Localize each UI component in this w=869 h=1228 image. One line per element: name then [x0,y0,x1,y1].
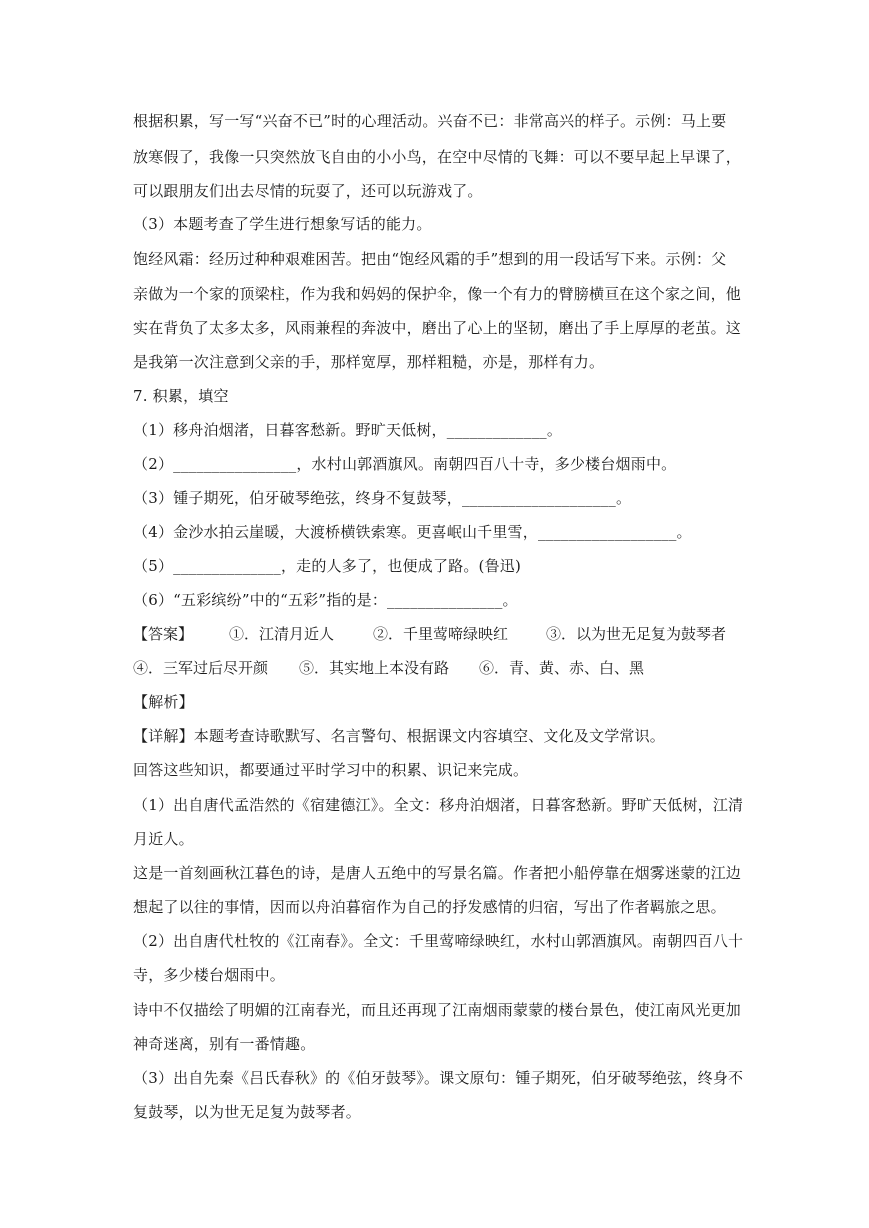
text-line: 是我第一次注意到父亲的手，那样宽厚，那样粗糙，亦是，那样有力。 [133,353,605,371]
text-line: 这是一首刻画秋江暮色的诗，是唐人五绝中的写景名篇。作者把小船停靠在烟雾迷蒙的江边 [133,864,742,882]
text-line: 亲做为一个家的顶梁柱，作为我和妈妈的保护伞，像一个有力的臂膀横亘在这个家之间，他 [133,285,742,303]
fill-blank-item: （6）“五彩缤纷”中的“五彩”指的是：_______________。 [133,591,518,609]
answer-item: ②．千里莺啼绿映红 [373,625,509,643]
text-line: 回答这些知识，都要通过平时学习中的积累、识记来完成。 [133,761,529,779]
text-line: 放寒假了，我像一只突然放飞自由的小小鸟，在空中尽情的飞舞：可以不要早起上早课了， [133,148,742,166]
text-line: 寺，多少楼台烟雨中。 [133,966,286,984]
answer-item: ⑥．青、黄、赤、白、黑 [479,659,645,677]
analysis-label: 【解析】 [133,693,194,711]
fill-blank-item: （1）移舟泊烟渚，日暮客愁新。野旷天低树，_____________。 [133,421,563,439]
fill-blank-item: （2）________________，水村山郭酒旗风。南朝四百八十寺，多少楼台烟雨中。 [133,455,677,473]
text-line: 饱经风霜：经历过种种艰难困苦。把由“饱经风霜的手”想到的用一段话写下来。示例：父 [133,250,727,268]
fill-blank-item: （4）金沙水拍云崖暖，大渡桥横铁索寒。更喜岷山千里雪，__________________。 [133,523,692,541]
question-heading: 7. 积累，填空 [133,387,229,405]
answer-item: ③．以为世无足复为鼓琴者 [546,625,727,643]
text-line: （2）出自唐代杜牧的《江南春》。全文：千里莺啼绿映红，水村山郭酒旗风。南朝四百八十 [133,932,744,950]
text-line: 实在背负了太多太多，风雨兼程的奔波中，磨出了心上的坚韧，磨出了手上厚厚的老茧。这 [133,319,742,337]
text-line: （3）本题考查了学生进行想象写话的能力。 [133,215,432,233]
text-line: （3）出自先秦《吕氏春秋》的《伯牙鼓琴》。课文原句：锺子期死，伯牙破琴绝弦，终身不 [133,1069,744,1087]
answer-label: 【答案】 [133,625,194,643]
text-line: 诗中不仅描绘了明媚的江南春光，而且还再现了江南烟雨蒙蒙的楼台景色，使江南风光更加 [133,1001,742,1019]
text-line: 可以跟朋友们出去尽情的玩耍了，还可以玩游戏了。 [133,182,483,200]
text-line: 神奇迷离，别有一番情趣。 [133,1035,316,1053]
text-line: 想起了以往的事情，因而以舟泊暮宿作为自己的抒发感情的归宿，写出了作者羁旅之思。 [133,898,726,916]
answer-item: ⑤．其实地上本没有路 [299,659,450,677]
text-line: （1）出自唐代孟浩然的《宿建德江》。全文：移舟泊烟渚，日暮客愁新。野旷天低树，江清 [133,796,744,814]
text-line: 复鼓琴，以为世无足复为鼓琴者。 [133,1103,362,1121]
fill-blank-item: （5）______________，走的人多了，也便成了路。(鲁迅) [133,557,522,575]
answer-item: ④．三军过后尽开颜 [133,659,269,677]
text-line: 【详解】本题考查诗歌默写、名言警句、根据课文内容填空、文化及文学常识。 [133,727,666,745]
answer-item: ①．江清月近人 [229,625,335,643]
text-line: 根据积累，写一写“兴奋不已”时的心理活动。兴奋不已：非常高兴的样子。示例：马上要 [133,112,727,130]
text-line: 月近人。 [133,830,194,848]
fill-blank-item: （3）锺子期死，伯牙破琴绝弦，终身不复鼓琴，____________________。 [133,489,632,507]
